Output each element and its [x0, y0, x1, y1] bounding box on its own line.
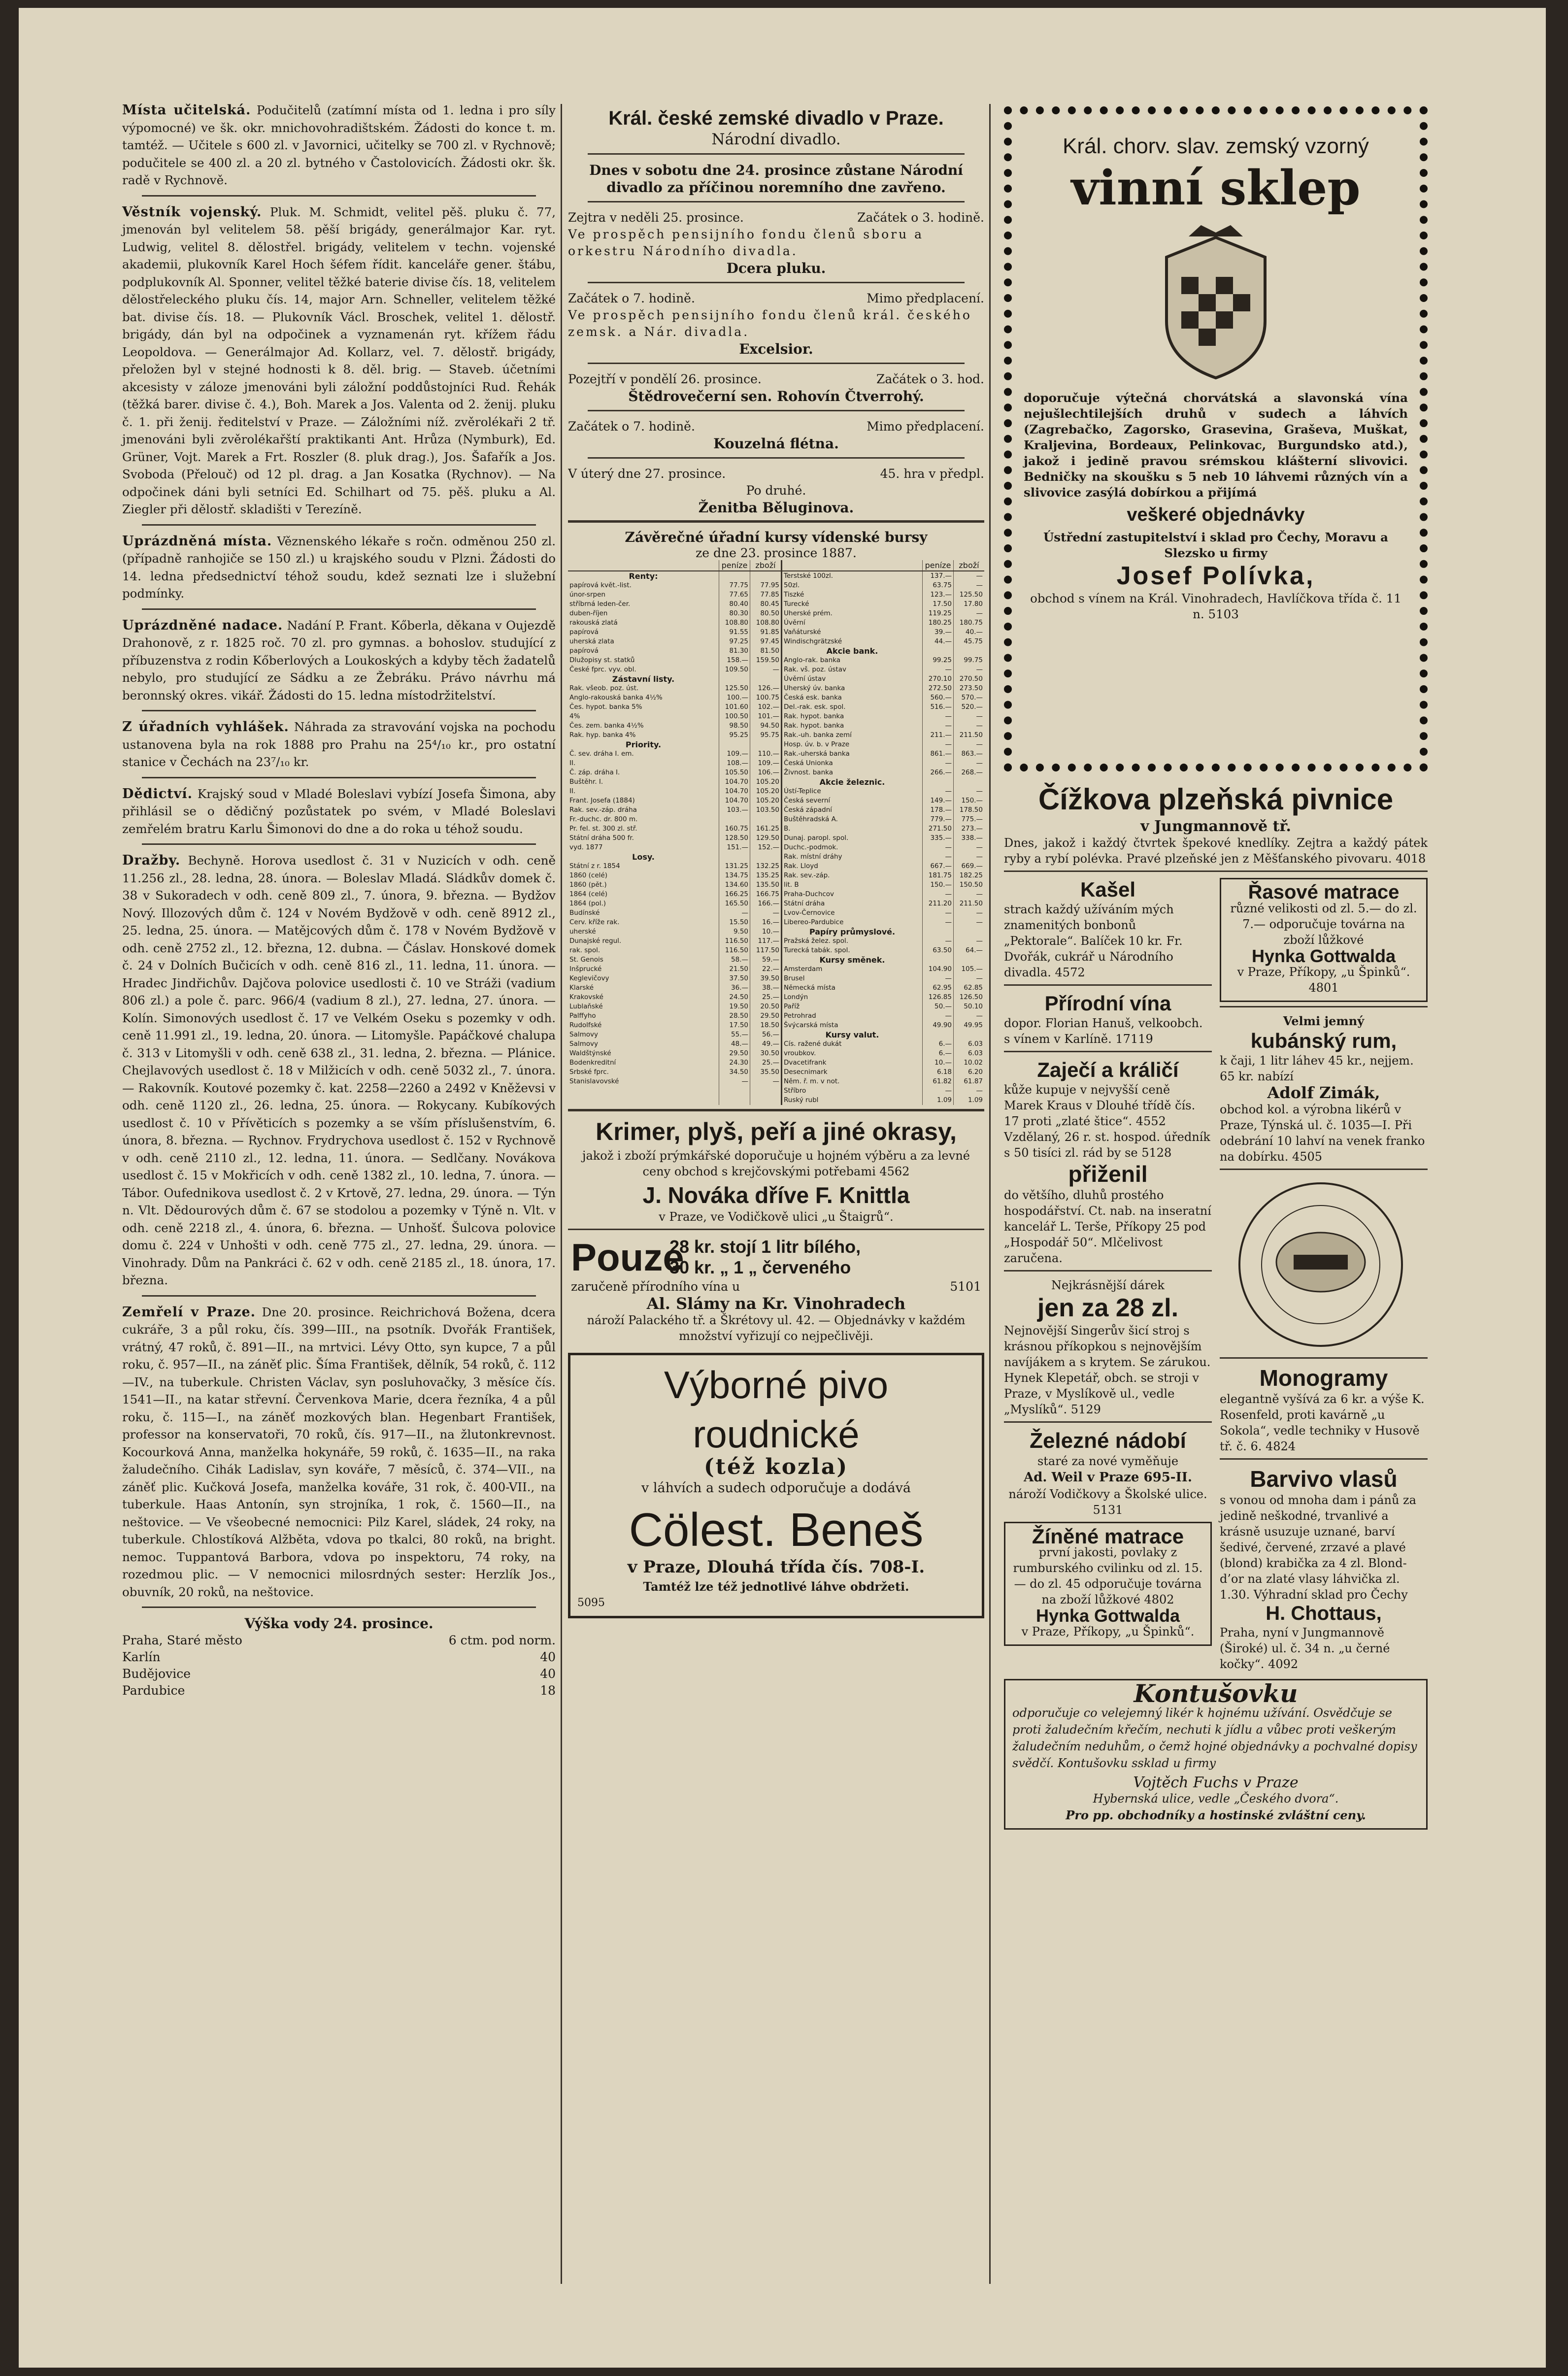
water-row: Pardubice 18 — [122, 1683, 556, 1698]
exchange-row: České fprc. vyv. obl. 109.50 — Rak. vš. poz. ústav — — — [568, 665, 984, 674]
water-row: Karlín 40 — [122, 1650, 556, 1664]
ad-kontusovka: Kontušovku odporučuje co velejemný likér k hojnému užívání. Osvědčuje se proti žaludečním křečím, nechuti k jídlu a vůbec proti veškerým žaludečním neduhům, o čemž hojné objednávky a pochvalné dopisy svědčí. Kontušovku ssklad u firmy Vojtěch Fuchs v Praze Hybernská ulice, vedle „Českého dvora“. Pro pp. obchodníky a hostinské zvláštní ceny. — [1004, 1679, 1428, 1830]
exchange-row: Pr. fel. st. 300 zl. stř. 160.75 161.25 B. 271.50 273.— — [568, 824, 984, 834]
coat-of-arms-icon — [1142, 223, 1290, 385]
exchange-row: Čes. hypot. banka 5% 101.60 102.— Del.-rak. esk. spol. 516.— 520.— — [568, 703, 984, 712]
exchange-row: Rak. hyp. banka 4% 95.25 95.75 Rak.-uh. banka zemí 211.— 211.50 — [568, 731, 984, 740]
ad-rum: Velmi jemný kubánský rum, k čaji, 1 litr láhev 45 kr., nejjem. 65 kr. nabízí Adolf Zimák, obchod kol. a výrobna likérů v Praze, Týnská ul. č. 1035—I. Při odebrání 10 lahví na venek franko na dobírku. 4505 — [1220, 1014, 1425, 1164]
news-deaths: Zemřelí v Praze. Dne 20. prosince. Reichrichová Božena, dcera cukráře, 3 a půl roku, čís. 399—III., na psotník. Dvořák František, vrátný, 47 roků, č. 891—II., na mrtvici. Lévy Otto, syn kupce, 7 a půl roku, č. 957—II., na záněť plic. Šíma František, dělník, 54 roků, č. 112—IV., na tuberkule. Christen Václav, syn posluhovačky, 3 měsíce čís. 1541—II., na katar střevní. Červenkova Marie, dcera řezníka, 4 a půl roku, č. 115—I., na záněť mozkových blan. Hegenbart František, professor na konservatoři, 70 roků, čís. 917—II., na žlutonkrevnost. Kocourková Anna, manželka hokynáře, 59 roků, č. 1635—II., na raka žaludečního. Cihák Ladislav, syn kováře, 7 měsíců, č. 374—VII., na záněť plic. Kučková Josefa, manželka kováře, 31 rok, č. 400-VII., na tuberkule. Haas Antonín, syn strojníka, 1 rok, č. 1560—II., na neštovice. — Ve všeobecné nemocnici: Pilz Karel, sládek, 24 roky, na tuberkule. Chlostíková Alžběta, vdova po tkalci, 80 roků, na bright. nemoc. Tuppantová Barbora, vdova po inspektoru, 74 roky, na rozedmou plic. — V nemocnici milosrdných sester: Herzlík Jos., obuvník, 20 roků, na neštovice. — [122, 1304, 556, 1599]
news-military: Věstník vojenský. Pluk. M. Schmidt, velitel pěš. pluku č. 77, jmenován byl velitelem 58. pěší brigády, generálmajor Kar. ryt. Ludwig, velitel 8. dělostřel. brigády, velitelem v techn. vojenské akademii, plukovník Karel Hoch šéfem řídit. kanceláře gener. štábu, podplukovník Al. Sponner, velitel těžké baterie divise čís. 18, velitelem dělostřeleckého pluku čís. 14, major Arn. Schneller, velitelem těžké bat. divise čís. 18. — Plukovník Václ. Broschek, velitel 1. dělostř. brigády, dán byl na odpočinek a vyznamenán ryt. křížem řádu Leopoldova. — Generálmajor Ad. Kollarz, vel. 7. dělostř. brigády, přeložen byl v stejné hodnosti k 8. děl. brig. — Staveb. účetními akcesisty v záloze jmenováni byli záložní poddůstojníci Rud. Řehák (těžká barer. divise č. 4.), Boh. Marek a Jos. Valenta od 2. ženij. pluku č. 1. při ženij. ředitelství v Praze. — Záložními níž. zvěrolékaři 2 tř. jmenováni byli zvěrolékařští praktikanti Ant. Hrůza (Nymburk), Ed. Grüner, Vojt. Marek a Frt. Roszler (8. pluk drag.), Jos. Šafařík a Jos. Svoboda (Přelouč) od 12 pl. drag. a Jan Kosatka (Rychnov). — Na odpočinek dáni byli setníci Ed. Schilhart od 75. pěš. pluku a Al. Ziegler při dělostř. skladišti v Terezíně. — [122, 204, 556, 516]
ad-knitt: Krimer, plyš, peří a jiné okrasy, jakož i zboží prýmkářské doporučuje u hojném výběru a za levné ceny obchod s krejčovskými potřebami 4562 J. Nováka dříve F. Knittla v Praze, ve Vodičkově ulici „u Štaigrů“. — [582, 1118, 970, 1224]
exchange-row: Dlužopisy st. statků 158.— 159.50 Anglo-rak. banka 99.25 99.75 — [568, 656, 984, 665]
ad-zelezne-nadobi: Železné nádobí staré za nové vyměňuje Ad. Weil v Praze 695-II. nároží Vodičkovy a Školské ulice. 5131 — [1008, 1429, 1207, 1517]
exchange-row: Č. sev. dráha I. em. 109.— 110.— Rak.-uherská banka 861.— 863.— — [568, 749, 984, 759]
exchange-row: Státní z r. 1854 131.25 132.25 Rak. Lloyd 667.— 669.— — [568, 862, 984, 871]
exchange-row: rakouská zlatá 108.80 108.80 Úvěrní 180.25 180.75 — [568, 618, 984, 628]
exchange-row: 4% 100.50 101.— Rak. hypot. banka — — — [568, 712, 984, 721]
exchange-row: II. 108.— 109.— Česká Unionka — — — [568, 759, 984, 768]
exchange-row: St. Genois 58.— 59.— Kursy směnek. — [568, 955, 984, 965]
exchange-row: papírová 91.55 91.85 Vaňáturské 39.— 40.— — [568, 628, 984, 637]
left-column — [117, 101, 561, 2368]
exchange-row: Frant. Josefa (1884) 104.70 105.20 Česká severní 149.— 150.— — [568, 796, 984, 805]
exchange-row: Státní dráha 500 fr. 128.50 129.50 Dunaj. paropl. spol. 335.— 338.— — [568, 834, 984, 843]
exchange-row: 1864 (pol.) 165.50 166.— Státní dráha 211.20 211.50 — [568, 899, 984, 908]
news-auctions: Dražby. Bechyně. Horova usedlost č. 31 v Nuzicích v odh. ceně 11.256 zl., 28. ledna, 28. února. — Boleslav Mladá. Sládkův domek č. 38 v Sukoradech v odh. ceně 809 zl., 7. února, 9. března. — Bydžov Nový. Illozových dům č. 124 v Novém Bydžově v odh. ceně 8912 zl., 25. ledna, 25. února. — Matějcových dům č. 178 v Novém Bydžově v odh. ceně 2752 zl., 12. března, 12. dubna. — Čáslav. Honskové domek č. 24 v Dolních Bučicích v odh. ceně 816 zl., 11. ledna, 11. února. — Hradec Jindřichův. Dajčova polovice usedlosti č. 10 ve Stráži (vadium 806 zl.) a pole č. parc. 966/4 (vadium 8 zl.), 27. ledna, 27. února. — Kolín. Simonových usedlost č. 17 ve Velkém Oseku s pozemky v odh. ceně 11.991 zl., 19. ledna, 20. února. — Litomyšle. Papáčkové chalupa č. 313 v Litomyšli v odh. ceně 638 zl., 31. ledna, 2. března. — Plánice. Chejlavových usedlost č. 18 v Milžicích v odh. ceně 5032 zl., 7. února. — Rakovník. Koutové pozemky č. kat. 2258—2260 a 2492 v Kněževsi v odh. ceně 1120 zl., 26. ledna, 25. února. — Rokycany. Kubíkových usedlost č. 10 v Přívěticích s pozemky a se vším příslušenstvím, 6. února, 8. března. — Rychnov. Frydrychova usedlost č. 152 v Rychnově v odh. ceně 2110 zl., 12. ledna, 11. února. — Sedlčany. Novákova usedlost č. 15 v Mokřicích v odh. ceně 1382 zl., 10. ledna, 7. února. — Tábor. Oufednikova usedlost č. 2 v Krtově, 27. ledna, 29. února. — Týn n. Vlt. Dědourových dům č. 67 se stodolou a pozemky v Týně n. Vlt. v odh. ceně 2218 zl., 4. února, 6. března. — Unhošť. Šulcova polovice domu č. 224 v Unhošti v odh. ceně 775 zl., 27. ledna, 29. února. — Vinohrady. Dům na Pankráci č. 62 v odh. ceně 2185 zl., 18. února, 17. března. — [122, 853, 556, 1287]
ad-wine-cellar: Král. chorv. slav. zemský vzorný vinní sklep doporučuje výtečná chorvátská a slavonská vína nejušlechtilejších druhů v sudech a láhvích (Zagrebačko, Zagorsko, Grasevina, Graševa, Muškat, Kraljevina, Bordeaux, Pelinkovac, Burgundsko atd.), jakož i jedině pravou srémskou klášterní slivovici. Bedničky na skoušku s 5 neb 10 láhvemi různých vín a slivovice zasýlá dobírkou a přijímá veškeré objednávky Ústřední zastupitelství i sklad pro Čechy, Moravu a Slezsko u firmy Josef Polívka, obchod s vínem na Král. Vinohradech, Havlíčkova třída č. 11 n. 5103 — [1004, 106, 1428, 771]
exchange-row: 1864 (celé) 166.25 166.75 Praha-Duchcov — — — [568, 890, 984, 899]
exchange-row: Klarské 36.— 38.— Německá místa 62.95 62.85 — [568, 983, 984, 993]
exchange-row: Srbské fprc. 34.50 35.50 Desecnimark 6.18 6.20 — [568, 1068, 984, 1077]
news-teaching-posts: Místa učitelská. Podučitelů (zatímní místa od 1. ledna i pro síly výpomocné) ve šk. okr. mnichovohradištském. Žádosti do konce t. m. tamtéž. — Učitele s 600 zl. v Javornici, učitelky se 700 zl. v Rychnově; podučitele se 400 zl. a 20 zl. bytného v Častolovicích. Žádosti okr. šk. radě v Rychnově. — [122, 102, 556, 187]
exchange-row: papírová 81.30 81.50 Akcie bank. — [568, 646, 984, 656]
exchange-row: Bodenkreditní 24.30 25.— Dvacetifrank 10.— 10.02 — [568, 1058, 984, 1068]
exchange-row: II. 104.70 105.20 Ústí-Teplice — — — [568, 787, 984, 796]
newspaper-page — [19, 8, 1546, 2368]
exchange-row: Dunajské regul. 116.50 117.— Pražská želez. spol. — — — [568, 937, 984, 946]
ad-benes: Výborné pivo roudnické (též kozla) v láhvích a sudech odporučuje a dodává Cölest. Beneš v Praze, Dlouhá třída čís. 708-I. Tamtéž lze též jednotlivé láhve obdržeti. 5095 — [568, 1353, 984, 1618]
ad-zajeci: Zaječí a králičí kůže kupuje v nejvyšší ceně Marek Kraus v Dlouhé třídě čís. 17 proti „zlaté štice“. 4552 Vzdělaný, 26 r. st. hospod. úředník s 50 tisíci zl. rád by se 5128 — [1004, 1058, 1210, 1160]
ad-kasel: Kašel strach každý užíváním mých znamenitých bonbonů „Pektorale“. Balíček 10 kr. Fr. Dvořák, cukrář u Národního divadla. 4572 — [1004, 878, 1183, 979]
exchange-row: Stanislavovské — — Něm. ř. m. v not. 61.82 61.87 — [568, 1077, 984, 1086]
exchange-row: únor-srpen 77.65 77.85 Tiszké 123.— 125.50 — [568, 590, 984, 600]
exchange-row: Krakovské 24.50 25.— Londýn 126.85 126.50 — [568, 993, 984, 1002]
stock-exchange: Závěrečné úřadní kursy vídenské bursy ze dne 23. prosince 1887. peníze zboží peníze zboží Renty: Terstské 100zl. 137.— — papírová květ.-list. 77.75 77.95 50zl. 63.75 — únor-srpen 77.65 77.85 Tiszké 123.— 125.50 stříbrná leden-čer. 80.40 80.45 Turecké 17.50 17.80 duben-říjen 80.30 80.50 Uherské prém. 119.25 — rakouská zlatá 108.80 108.80 Úvěrní 180.25 180.75 papírová 91.55 91.85 Vaňáturské 39.— 40.— uherská zlata 97.25 97.45 Windischgrätzské 44.— 45.75 papírová 81.30 81.50 Akcie bank. Dlužopisy st. statků 158.— 159.50 Anglo-rak. banka 99.25 99.75 České fprc. vyv. obl. 109.50 — Rak. vš. poz. ústav — — Zástavní listy. Úvěrní ústav 270.10 270.50 Rak. všeob. poz. úst. 125.50 126.— Uherský úv. banka 272.50 273.50 Anglo-rakouská banka 4½% 100.— 100.75 Česká esk. banka 560.— 570.— Čes. hypot. banka 5% 101.60 102.— Del.-rak. esk. spol. 516.— 520.— 4% 100.50 101.— Rak. hypot. banka — — Čes. zem. banka 4½% 98.50 94.50 Rak. hypot. banka — — Rak. hyp. banka 4% 95.25 95.75 Rak.-uh. banka zemí 211.— 211.50 Priority. Hosp. úv. b. v Praze — — Č. sev. dráha I. em. 109.— 110.— Rak.-uherská banka 861.— 863.— II. 108.— 109.— Česká Unionka — — Č. záp. dráha I. 105.50 106.— Živnost. banka 266.— 268.— Buštěhr. I. 104.70 105.20 Akcie železnic. II. 104.70 105.20 Ústí-Teplice — — Frant. Josefa (1884) 104.70 105.20 Česká severní 149.— 150.— Rak. sev.-záp. dráha 103.— 103.50 Česká západní 178.— 178.50 Fr.-duchc. dr. 800 m. Buštěhradská A. 779.— 775.— Pr. fel. st. 300 zl. stř. 160.75 161.25 B. 271.50 273.— Státní dráha 500 fr. 128.50 129.50 Dunaj. paropl. spol. 335.— 338.— vyd. 1877 151.— 152.— Duchc.-podmok. — — Losy. Rak. místní dráhy — — Státní z r. 1854 131.25 132.25 Rak. Lloyd 667.— 669.— 1860 (celé) 134.75 135.25 Rak. sev.-záp. 181.75 182.25 1860 (pět.) 134.60 135.50 lit. B 150.— 150.50 1864 (celé) 166.25 166.75 Praha-Duchcov — — 1864 (pol.) 165.50 166.— Státní dráha 211.20 211.50 Budínské — — Lvov-Černovice — — Cerv. kříže rak. 15.50 16.— Libereo-Pardubice — — uherské 9.50 10.— Papíry průmyslové. Dunajské regul. 116.50 117.— Pražská želez. spol. — — rak. spol. 116.50 117.50 Turecká tabák. spol. 63.50 64.— St. Genois 58.— 59.— Kursy směnek. Inšprucké 21.50 22.— Amsterdam 104.90 105.— Keglevičovy 37.50 39.50 Brusel — — Klarské 36.— 38.— Německá místa 62.95 62.85 Krakovské 24.50 25.— Londýn 126.85 126.50 Lublaňské 19.50 20.50 Paříž 50.— 50.10 Palffyho 28.50 29.50 Petrohrad — — Rudolfské 17.50 18.50 Švýcarská místa 49.90 49.95 Salmovy 55.— 56.— Kursy valut. Salmovy 48.— 49.— Cís. ražené dukát 6.— 6.03 Waldštýnské 29.50 30.50 vroubkov. 6.— 6.03 Bodenkreditní 24.30 25.— Dvacetifrank 10.— 10.02 Srbské fprc. 34.50 35.50 Desecnimark 6.18 6.20 Stanislavovské — — Něm. ř. m. v not. 61.82 61.87 Stříbro — — Ruský rubl 1.09 1.09 — [568, 529, 984, 1105]
exchange-row: Č. záp. dráha I. 105.50 106.— Živnost. banka 266.— 268.— — [568, 768, 984, 777]
exchange-row: Zástavní listy. Úvěrní ústav 270.10 270.50 — [568, 674, 984, 684]
ad-cizek: Čížkova plzeňská pivnice v Jungmannově tř. Dnes, jakož i každý čtvrtek špekové knedlíky. Zejtra a každý pátek ryby a rybí polévka. Pravé plzeňské jen z Měšťanského pivovaru. 4018 — [1004, 783, 1428, 866]
news-foundations: Uprázdněné nadace. Nadání P. Frant. Kőberla, děkana v Oujezdě Drahonově, z r. 1825 roč. 70 zl. pro gymnas. a bohoslov. studující z příbuzenstva z rodin Kőberlových a Loukoských a kdyby těch žadatelů nebylo, pro studující ze Sádku a ze Žebráku. Právo návrhu má beronnský okres. vikář. Žádosti do 15. ledna místodržitelství. — [122, 617, 556, 703]
exchange-row: Palffyho 28.50 29.50 Petrohrad — — — [568, 1011, 984, 1021]
exchange-row: vyd. 1877 151.— 152.— Duchc.-podmok. — — — [568, 843, 984, 852]
exchange-row: Rak. sev.-záp. dráha 103.— 103.50 Česká západní 178.— 178.50 — [568, 805, 984, 815]
news-announcements: Z úřadních vyhlášek. Náhrada za stravování vojska na pochodu ustanovena byla na rok 1888 pro Prahu na 25⁴/₁₀ kr., pro ostatní stanice v Čechách na 23⁷/₁₀ kr. — [122, 719, 556, 769]
news-vacancies: Uprázdněná místa. Věznenského lékaře s ročn. odměnou 250 zl. (případně ranhojiče se 150 zl.) u krajského soudu v Plzni. Žádosti do 14. ledna předsednictví téhož soudu, kdež seznati lze i služební podmínky. — [122, 533, 556, 601]
ad-monogramy: Monogramy elegantně vyšívá za 6 kr. a výše K. Rosenfeld, proti kavárně „u Sokola“, vedle techniky v Husově tř. č. 6. 4824 — [1220, 1365, 1425, 1453]
ad-slamy: Pouze 28 kr. stojí 1 litr bílého, 30 kr. „ 1 „ červeného zaručeně přírodního vína u 5101 Al. Slámy na Kr. Vinohradech nároží Palackého tř. a Škrétovy ul. 42. — Objednávky v každém množství vyřizují co nejpečlivěji. — [571, 1236, 981, 1343]
exchange-row: Anglo-rakouská banka 4½% 100.— 100.75 Česká esk. banka 560.— 570.— — [568, 693, 984, 703]
exchange-row: duben-říjen 80.30 80.50 Uherské prém. 119.25 — — [568, 609, 984, 618]
ad-barvivo: Barvivo vlasů s vonou od mnoha dam i pánů za jedině neškodné, trvanlivé a krásně usuzuje uznané, barví šedivé, červené, zrzavé a plavé (blond) krabička za 4 zl. Blond-d’or na zlaté vlasy láhvička zl. 1.30. Výhradní sklad pro Čechy H. Chottaus, Praha, nyní v Jungmannově (Široké) ul. č. 34 n. „u černé kočky“. 4092 — [1220, 1466, 1416, 1671]
exchange-row: Rak. všeob. poz. úst. 125.50 126.— Uherský úv. banka 272.50 273.50 — [568, 684, 984, 693]
water-row: Praha, Staré město 6 ctm. pod norm. — [122, 1633, 556, 1647]
exchange-row: Cerv. kříže rak. 15.50 16.— Libereo-Pardubice — — — [568, 918, 984, 927]
exchange-row: Inšprucké 21.50 22.— Amsterdam 104.90 105.— — [568, 965, 984, 974]
exchange-row: Rudolfské 17.50 18.50 Švýcarská místa 49.90 49.95 — [568, 1021, 984, 1030]
exchange-row: Lublaňské 19.50 20.50 Paříž 50.— 50.10 — [568, 1002, 984, 1011]
exchange-table: peníze zboží peníze zboží Renty: Terstské 100zl. 137.— — papírová květ.-list. 77.75 77.95 50zl. 63.75 — únor-srpen 77.65 77.85 Tiszké 123.— 125.50 stříbrná leden-čer. 80.40 80.45 Turecké 17.50 17.80 duben-říjen 80.30 80.50 Uherské prém. 119.25 — rakouská zlatá 108.80 108.80 Úvěrní 180.25 180.75 papírová 91.55 91.85 Vaňáturské 39.— 40.— uherská zlata 97.25 97.45 Windischgrätzské 44.— 45.75 papírová 81.30 81.50 Akcie bank. Dlužopisy st. statků 158.— 159.50 Anglo-rak. banka 99.25 99.75 České fprc. vyv. obl. 109.50 — Rak. vš. poz. ústav — — Zástavní listy. Úvěrní ústav 270.10 270.50 Rak. všeob. poz. úst. 125.50 126.— Uherský úv. banka 272.50 273.50 Anglo-rakouská banka 4½% 100.— 100.75 Česká esk. banka 560.— 570.— Čes. hypot. banka 5% 101.60 102.— Del.-rak. esk. spol. 516.— 520.— 4% 100.50 101.— Rak. hypot. banka — — Čes. zem. banka 4½% 98.50 94.50 Rak. hypot. banka — — Rak. hyp. banka 4% 95.25 95.75 Rak.-uh. banka zemí 211.— 211.50 Priority. Hosp. úv. b. v Praze — — Č. sev. dráha I. em. 109.— 110.— Rak.-uherská banka 861.— 863.— II. 108.— 109.— Česká Unionka — — Č. záp. dráha I. 105.50 106.— Živnost. banka 266.— 268.— Buštěhr. I. 104.70 105.20 Akcie železnic. II. 104.70 105.20 Ústí-Teplice — — Frant. Josefa (1884) 104.70 105.20 Česká severní 149.— 150.— Rak. sev.-záp. dráha 103.— 103.50 Česká západní 178.— 178.50 Fr.-duchc. dr. 800 m. Buštěhradská A. 779.— 775.— Pr. fel. st. 300 zl. stř. 160.75 161.25 B. 271.50 273.— Státní dráha 500 fr. 128.50 129.50 Dunaj. paropl. spol. 335.— 338.— vyd. 1877 151.— 152.— Duchc.-podmok. — — Losy. Rak. místní dráhy — — Státní z r. 1854 131.25 132.25 Rak. Lloyd 667.— 669.— 1860 (celé) 134.75 135.25 Rak. sev.-záp. 181.75 182.25 1860 (pět.) 134.60 135.50 lit. B 150.— 150.50 1864 (celé) 166.25 166.75 Praha-Duchcov — — 1864 (pol.) 165.50 166.— Státní dráha 211.20 211.50 Budínské — — Lvov-Černovice — — Cerv. kříže rak. 15.50 16.— Libereo-Pardubice — — uherské 9.50 10.— Papíry průmyslové. Dunajské regul. 116.50 117.— Pražská želez. spol. — — rak. spol. 116.50 117.50 Turecká tabák. spol. 63.50 64.— St. Genois 58.— 59.— Kursy směnek. Inšprucké 21.50 22.— Amsterdam 104.90 105.— Keglevičovy 37.50 39.50 Brusel — — Klarské 36.— 38.— Německá místa 62.95 62.85 Krakovské 24.50 25.— Londýn 126.85 126.50 Lublaňské 19.50 20.50 Paříž 50.— 50.10 Palffyho 28.50 29.50 Petrohrad — — Rudolfské 17.50 18.50 Švýcarská místa 49.90 49.95 Salmovy 55.— 56.— Kursy valut. Salmovy 48.— 49.— Cís. ražené dukát 6.— 6.03 Waldštýnské 29.50 30.50 vroubkov. 6.— 6.03 Bodenkreditní 24.30 25.— Dvacetifrank 10.— 10.02 Srbské fprc. 34.50 35.50 Desecnimark 6.18 6.20 Stanislavovské — — Něm. ř. m. v not. 61.82 61.87 Stříbro — — Ruský rubl 1.09 1.09 — [568, 560, 984, 1105]
exchange-row: Keglevičovy 37.50 39.50 Brusel — — — [568, 974, 984, 983]
exchange-row: Fr.-duchc. dr. 800 m. Buštěhradská A. 779.— 775.— — [568, 815, 984, 824]
column-rule — [989, 104, 991, 2284]
news-inheritance: Dědictví. Krajský soud v Mladé Boleslavi vybízí Josefa Šimona, aby přihlásil se o dědičný pozůstatek po svém, v Mladé Boleslavi zemřelém bratru Karlu Šimonovi do dne a do roka u téhož soudu. — [122, 786, 556, 836]
ad-singer: Nejkrásnější dárek jen za 28 zl. Nejnovější Singerův šicí stroj s krásnou příkopkou s nejnovějším navíjákem a s krytem. Se zárukou. Hynek Klepetář, obch. se stroji v Praze, v Myslíkově ul., vedle „Myslíků“. 5129 — [1004, 1278, 1211, 1416]
medal-seal-icon — [1220, 1176, 1422, 1353]
water-row: Budějovice 40 — [122, 1667, 556, 1681]
exchange-row: Stříbro — — — [568, 1086, 984, 1096]
exchange-row: Renty: Terstské 100zl. 137.— — — [568, 571, 984, 581]
exchange-row: Buštěhr. I. 104.70 105.20 Akcie železnic. — [568, 777, 984, 787]
exchange-row: 1860 (pět.) 134.60 135.50 lit. B 150.— 150.50 — [568, 880, 984, 890]
ad-rasove-matrace: Řasové matrace různé velikosti od zl. 5.— do zl. 7.— odporučuje továrna na zboží lůžkové Hynka Gottwalda v Praze, Příkopy, „u Špinků“. 4801 — [1220, 878, 1428, 1002]
theatre-program: Král. české zemské divadlo v Praze. Národní divadlo. Dnes v sobotu dne 24. prosince zůstane Národní divadlo za příčinou noremního dne zavřeno. Zejtra v neděli 25. prosince. Začátek o 3. hodině. Ve prospěch pensijního fondu členů sboru a orkestru Národního divadla. Dcera pluku. Začátek o 7. hodině. Mimo předplacení. Ve prospěch pensijního fondu členů král. českého zemsk. a Nár. divadla. Excelsior. Pozejtří v pondělí 26. prosince. Začátek o 3. hod. Štědrovečerní sen. Rohovín Čtverrohý. Začátek o 7. hodině. Mimo předplacení. Kouzelná flétna. V úterý dne 27. prosince. 45. hra v předpl. Po druhé. Ženitba Běluginova. — [568, 107, 984, 516]
ad-zinene-matrace: Žíněné matrace první jakosti, povlaky z rumburského cvilinku od zl. 15.— do zl. 45 odporučuje továrna na zboží lůžkové 4802 Hynka Gottwalda v Praze, Příkopy, „u Špinků“. — [1004, 1522, 1212, 1646]
exchange-row: papírová květ.-list. 77.75 77.95 50zl. 63.75 — — [568, 581, 984, 590]
exchange-row: Budínské — — Lvov-Černovice — — — [568, 908, 984, 918]
exchange-row: Salmovy 55.— 56.— Kursy valut. — [568, 1030, 984, 1039]
exchange-row: uherské 9.50 10.— Papíry průmyslové. — [568, 927, 984, 937]
exchange-row: stříbrná leden-čer. 80.40 80.45 Turecké 17.50 17.80 — [568, 600, 984, 609]
exchange-row: Salmovy 48.— 49.— Cís. ražené dukát 6.— 6.03 — [568, 1039, 984, 1049]
exchange-row: Ruský rubl 1.09 1.09 — [568, 1096, 984, 1105]
exchange-row: Waldštýnské 29.50 30.50 vroubkov. 6.— 6.03 — [568, 1049, 984, 1058]
ad-prizenil: přiženil do většího, dluhů prostého hospodářství. Ct. nab. na inseratní kancelář L. Terše, Příkopy 25 pod „Hospodář 50“. Mlčelivost zaručena. — [1004, 1161, 1211, 1265]
exchange-row: rak. spol. 116.50 117.50 Turecká tabák. spol. 63.50 64.— — [568, 946, 984, 955]
exchange-row: 1860 (celé) 134.75 135.25 Rak. sev.-záp. 181.75 182.25 — [568, 871, 984, 880]
right-column — [999, 106, 1433, 2368]
middle-column — [568, 106, 984, 2368]
ad-prirodni-vina: Přírodní vína dopor. Florian Hanuš, velkoobch. s vínem v Karlíně. 17119 — [1004, 992, 1203, 1046]
exchange-row: Losy. Rak. místní dráhy — — — [568, 852, 984, 862]
column-rule — [561, 104, 562, 2284]
exchange-row: Priority. Hosp. úv. b. v Praze — — — [568, 740, 984, 749]
exchange-row: Čes. zem. banka 4½% 98.50 94.50 Rak. hypot. banka — — — [568, 721, 984, 731]
water-levels: Výška vody 24. prosince. Praha, Staré město 6 ctm. pod norm. Karlín 40 Budějovice 40 Pardubice 18 — [122, 1615, 556, 1699]
exchange-row: uherská zlata 97.25 97.45 Windischgrätzské 44.— 45.75 — [568, 637, 984, 646]
